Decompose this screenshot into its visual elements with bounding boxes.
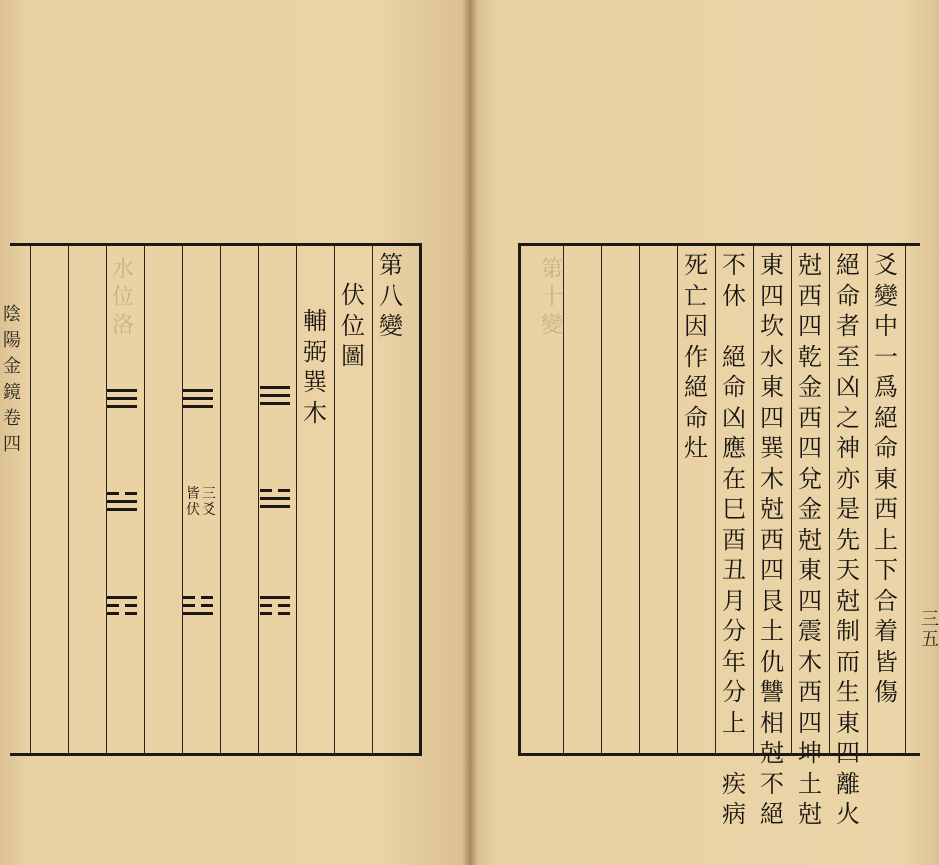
trigram-icon [107, 492, 137, 512]
glyph: 仇 [760, 647, 784, 676]
glyph: 巽 [303, 368, 327, 396]
glyph: 至 [836, 342, 860, 371]
glyph: 休 [722, 281, 746, 310]
glyph: 分 [722, 617, 746, 645]
left-text-frame [10, 243, 422, 756]
glyph: 卷 [3, 408, 21, 429]
subheading-column [335, 280, 371, 372]
glyph: 東 [798, 556, 822, 584]
glyph: 制 [836, 617, 860, 645]
column-rule [220, 246, 221, 753]
trigram-icon [183, 596, 213, 616]
glyph: 四 [836, 739, 860, 767]
glyph: 圖 [341, 342, 365, 370]
glyph: 灶 [684, 434, 708, 462]
glyph: 木 [760, 464, 784, 493]
glyph: 下 [874, 556, 898, 584]
glyph: 絕 [874, 403, 898, 432]
glyph: 月 [722, 586, 746, 615]
glyph: 絕 [684, 373, 708, 401]
glyph: 天 [836, 556, 860, 584]
glyph: 木 [798, 647, 822, 676]
text-column [792, 250, 828, 830]
glyph: 伏 [186, 502, 200, 518]
glyph: 爲 [874, 373, 898, 401]
glyph: 絕 [836, 251, 860, 279]
column-rule [144, 246, 145, 753]
glyph: 死 [684, 251, 708, 279]
glyph: 相 [760, 708, 784, 737]
glyph: 亡 [684, 281, 708, 310]
trigram-icon [107, 389, 137, 409]
glyph: 輔 [303, 307, 327, 335]
glyph: 東 [836, 708, 860, 737]
glyph: 東 [760, 251, 784, 279]
glyph: 四 [798, 434, 822, 462]
glyph: 四 [798, 312, 822, 340]
right-text-frame [518, 243, 920, 828]
glyph: 者 [836, 312, 860, 340]
column-rule [182, 246, 183, 753]
glyph: 傷 [874, 678, 898, 706]
glyph: 中 [874, 312, 898, 340]
glyph: 西 [760, 525, 784, 554]
glyph: 不 [760, 769, 784, 798]
folio-number [921, 610, 939, 650]
glyph [730, 311, 738, 342]
text-column [716, 250, 752, 830]
glyph: 五 [921, 629, 939, 650]
glyph: 坤 [798, 739, 822, 767]
text-column [830, 250, 866, 830]
glyph: 金 [798, 373, 822, 401]
glyph: 因 [684, 312, 708, 340]
glyph: 變 [379, 312, 403, 340]
glyph: 乾 [798, 342, 822, 371]
glyph: 伏 [341, 281, 365, 309]
glyph: 命 [722, 373, 746, 401]
glyph: 弼 [303, 337, 327, 366]
trigram-icon [183, 389, 213, 409]
glyph: 金 [3, 356, 21, 377]
text-column [297, 306, 333, 428]
glyph: 三 [921, 609, 939, 630]
column-rule [905, 246, 906, 753]
column-rule [563, 246, 564, 753]
glyph: 分 [722, 678, 746, 706]
column-rule [68, 246, 69, 753]
column-rule [639, 246, 640, 753]
glyph: 巳 [722, 495, 746, 523]
glyph: 艮 [760, 586, 784, 615]
trigram-icon [260, 596, 290, 616]
glyph: 變 [874, 281, 898, 310]
glyph: 西 [874, 495, 898, 523]
glyph: 八 [379, 281, 403, 310]
glyph: 四 [798, 586, 822, 615]
glyph: 鏡 [3, 382, 21, 403]
glyph: 陰 [3, 304, 21, 325]
glyph: 合 [874, 586, 898, 615]
heading-column [373, 250, 409, 342]
glyph: 年 [722, 647, 746, 676]
glyph: 在 [722, 464, 746, 493]
glyph: 先 [836, 525, 860, 554]
glyph: 讐 [760, 678, 784, 706]
glyph: 絕 [760, 800, 784, 828]
glyph: 酉 [722, 525, 746, 554]
glyph: 尅 [798, 800, 822, 828]
text-column [868, 250, 904, 708]
glyph: 巽 [760, 434, 784, 462]
glyph: 土 [798, 769, 822, 798]
glyph: 病 [722, 800, 746, 828]
glyph: 上 [874, 525, 898, 554]
glyph: 西 [798, 403, 822, 432]
glyph: 絕 [722, 342, 746, 371]
glyph: 震 [798, 617, 822, 645]
glyph: 丑 [722, 556, 746, 584]
glyph: 凶 [722, 403, 746, 432]
glyph: 而 [836, 647, 860, 676]
glyph: 生 [836, 678, 860, 706]
glyph: 火 [836, 800, 860, 828]
book-gutter [462, 0, 478, 865]
glyph: 水 [760, 342, 784, 371]
glyph: 離 [836, 769, 860, 798]
glyph: 凶 [836, 373, 860, 401]
glyph: 爻 [874, 251, 898, 279]
glyph: 金 [798, 495, 822, 523]
glyph: 東 [874, 464, 898, 493]
glyph: 作 [684, 342, 708, 371]
glyph: 坎 [760, 312, 784, 340]
column-rule [258, 246, 259, 753]
glyph: 木 [303, 398, 327, 427]
glyph: 上 [722, 708, 746, 737]
glyph: 命 [836, 281, 860, 310]
glyph: 尅 [760, 495, 784, 523]
trigram-icon [260, 386, 290, 406]
annotation-note [186, 486, 216, 518]
glyph: 是 [836, 495, 860, 523]
glyph: 皆 [186, 486, 200, 502]
glyph: 西 [798, 678, 822, 706]
glyph: 位 [341, 311, 365, 340]
glyph: 尅 [836, 586, 860, 615]
glyph: 命 [874, 434, 898, 462]
glyph: 尅 [760, 739, 784, 767]
glyph: 西 [798, 281, 822, 310]
glyph: 土 [760, 617, 784, 645]
glyph: 神 [836, 434, 860, 462]
trigram-icon [107, 596, 137, 616]
glyph: 尅 [798, 525, 822, 554]
glyph [730, 738, 738, 769]
glyph: 爻 [202, 502, 216, 518]
glyph: 着 [874, 617, 898, 645]
text-column [754, 250, 790, 830]
glyph: 應 [722, 434, 746, 462]
glyph: 尅 [798, 251, 822, 279]
glyph: 四 [760, 556, 784, 584]
bleed-through-text: 第 十 變 [541, 257, 564, 338]
trigram-icon [260, 489, 290, 509]
glyph: 疾 [722, 769, 746, 798]
glyph: 四 [760, 281, 784, 310]
glyph: 命 [684, 403, 708, 432]
glyph: 東 [760, 373, 784, 401]
glyph: 一 [874, 342, 898, 371]
glyph: 之 [836, 403, 860, 432]
glyph: 第 [379, 251, 403, 279]
bleed-through-text: 水 位 洛 [112, 257, 135, 338]
glyph: 不 [722, 251, 746, 279]
glyph: 四 [798, 708, 822, 737]
glyph: 亦 [836, 464, 860, 493]
glyph: 四 [3, 434, 21, 455]
column-rule [30, 246, 31, 753]
glyph: 陽 [3, 330, 21, 351]
glyph: 兌 [798, 464, 822, 493]
glyph: 皆 [874, 647, 898, 676]
text-column [678, 250, 714, 464]
column-rule [601, 246, 602, 753]
glyph: 三 [202, 486, 216, 502]
glyph: 四 [760, 403, 784, 432]
